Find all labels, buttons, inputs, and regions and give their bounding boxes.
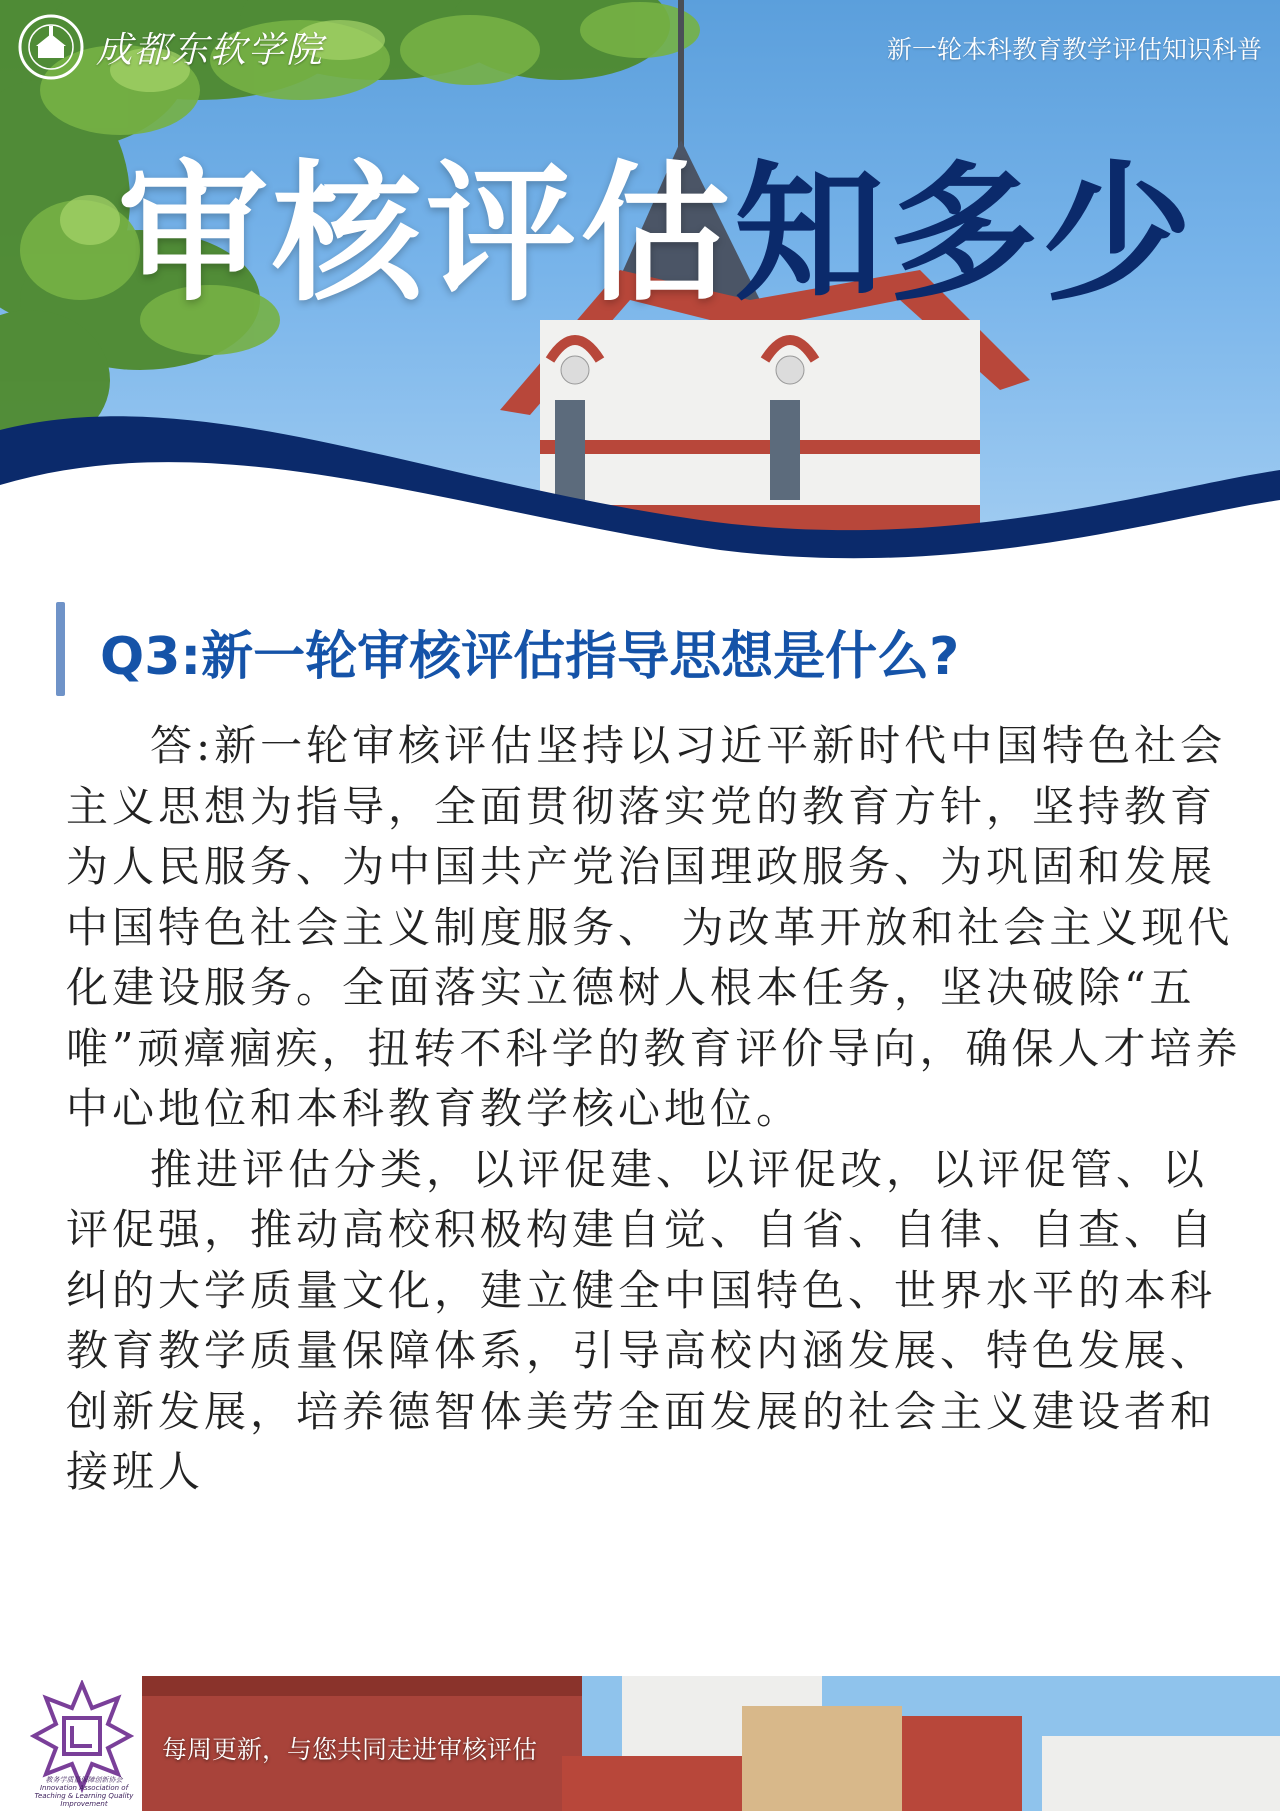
question-accent-bar	[56, 602, 65, 696]
association-caption: 教务学质量保障创新协会 Innovation Association of Teaching & Learning Quality Improvement	[34, 1776, 134, 1808]
title-part-navy: 知多少	[734, 148, 1197, 322]
answer-body	[66, 716, 1246, 1503]
title-part-white: 审核评估	[118, 148, 735, 322]
hero-banner	[0, 0, 1280, 600]
footer-slogan: 每周更新，与您共同走进审核评估	[162, 1735, 538, 1764]
wave-divider	[0, 400, 1280, 600]
question-heading: Q3:新一轮审核评估指导思想是什么?	[100, 627, 960, 687]
header-tagline: 新一轮本科教育教学评估知识科普	[886, 35, 1262, 64]
page-title	[118, 148, 1197, 322]
answer-paragraph-2: 推进评估分类，以评促建、以评促改，以评促管、以评促强，推动高校积极构建自觉、自省、自律、自查、自纠的大学质量文化，建立健全中国特色、世界水平的本科教育教学质量保障体系，引导高校内涵发展、特色发展、 创新发展，培养德智体美劳全面发展的社会主义建设者和接班人	[66, 1144, 1217, 1496]
school-seal-icon	[18, 14, 84, 80]
school-name: 成都东软学院	[96, 30, 325, 71]
answer-paragraph-1: 答:新一轮审核评估坚持以习近平新时代中国特色社会主义思想为指导，全面贯彻落实党的教育方针，坚持教育为人民服务、为中国共产党治国理政服务、为巩固和发展中国特色社会主义制度服务、 为改革开放和社会主义现代化建设服务。全面落实立德树人根本任务，坚决破除“五唯”顽瘴痼疾，扭转不科学的教育评价导向，确保人才培养中心地位和本科教育教学核心地位。	[66, 721, 1242, 1133]
